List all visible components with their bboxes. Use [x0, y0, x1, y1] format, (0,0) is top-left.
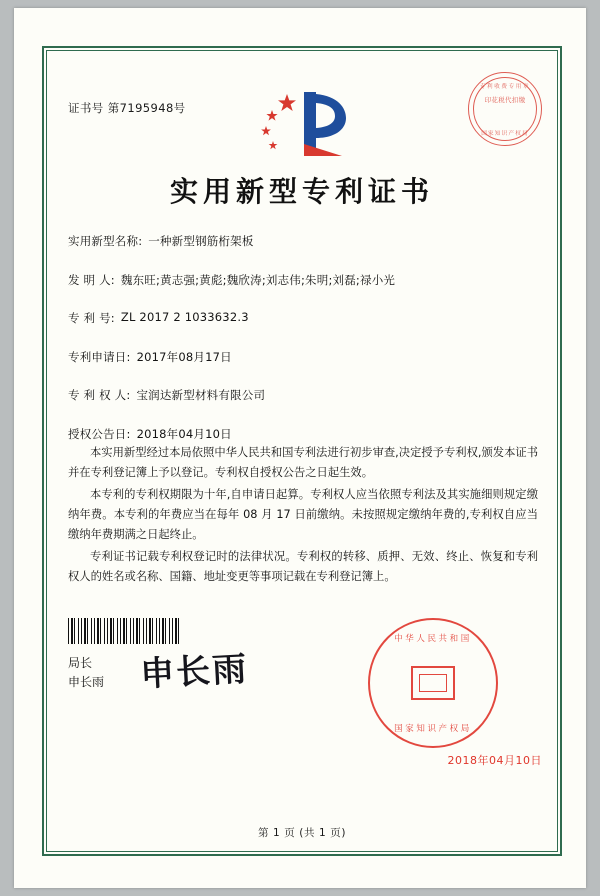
field-row	[68, 272, 540, 288]
certificate-content	[54, 58, 550, 846]
field-value: 2018年04月10日	[136, 426, 232, 441]
page-footer: 第 1 页 (共 1 页)	[257, 827, 347, 839]
paragraph: 本专利的专利权期限为十年,自申请日起算。专利权人应当依照专利法及其实施细则规定缴纳年费。本专利的年费应当在每年 08 月 17 日前缴纳。未按照规定缴纳年费的,专利权自应当缴纳年费期满之日起终止。	[68, 488, 538, 541]
field-value: 一种新型钢筋桁架板	[148, 234, 254, 248]
field-label: 专 利 号:	[68, 311, 115, 325]
tax-stamp-center-text: 印花税代扣缴	[484, 96, 526, 104]
barcode	[68, 618, 180, 644]
certificate-number: 证书号 第7195948号	[68, 101, 186, 115]
tax-stamp-arc-text: 专利收费专用章	[479, 84, 531, 90]
field-row	[68, 426, 540, 442]
seal-date: 2018年04月10日	[447, 754, 542, 767]
official-seal-arc-bottom: 国家知识产权局	[394, 724, 472, 734]
field-value: 宝润达新型材料有限公司	[136, 388, 266, 402]
official-seal-arc-top: 中华人民共和国	[394, 634, 472, 644]
signature-block	[68, 654, 104, 692]
field-label: 发 明 人:	[68, 272, 115, 287]
field-label: 授权公告日:	[68, 426, 131, 441]
signature-role-label: 局长	[68, 656, 93, 670]
cnipa-logo-icon	[242, 88, 362, 160]
field-value: ZL 2017 2 1033632.3	[120, 310, 249, 324]
field-list	[68, 233, 540, 464]
legal-text	[68, 443, 538, 589]
national-emblem-icon	[411, 666, 455, 700]
field-label: 实用新型名称:	[68, 234, 143, 248]
field-row	[68, 387, 540, 403]
signature-name-label: 申长雨	[68, 675, 105, 689]
field-row	[68, 233, 540, 249]
certificate-page	[14, 8, 586, 888]
field-row	[68, 349, 540, 365]
field-value: 2017年08月17日	[136, 349, 232, 364]
field-label: 专利申请日:	[68, 349, 131, 364]
official-seal	[368, 618, 498, 748]
tax-stamp-bottom-text: 国家知识产权局	[481, 131, 529, 137]
tax-stamp-seal	[468, 72, 542, 146]
paragraph: 本实用新型经过本局依照中华人民共和国专利法进行初步审查,决定授予专利权,颁发本证书并在专利登记簿上予以登记。专利权自授权公告之日起生效。	[68, 446, 538, 479]
handwritten-signature: 申长雨	[139, 649, 250, 695]
field-value: 魏东旺;黄志强;黄彪;魏欣涛;刘志伟;朱明;刘磊;禄小光	[120, 272, 396, 287]
field-row	[68, 310, 540, 326]
page-title: 实用新型专利证书	[169, 175, 434, 208]
paragraph: 专利证书记载专利权登记时的法律状况。专利权的转移、质押、无效、终止、恢复和专利权人的姓名或名称、国籍、地址变更等事项记载在专利登记簿上。	[68, 550, 538, 583]
field-label: 专 利 权 人:	[68, 388, 131, 402]
